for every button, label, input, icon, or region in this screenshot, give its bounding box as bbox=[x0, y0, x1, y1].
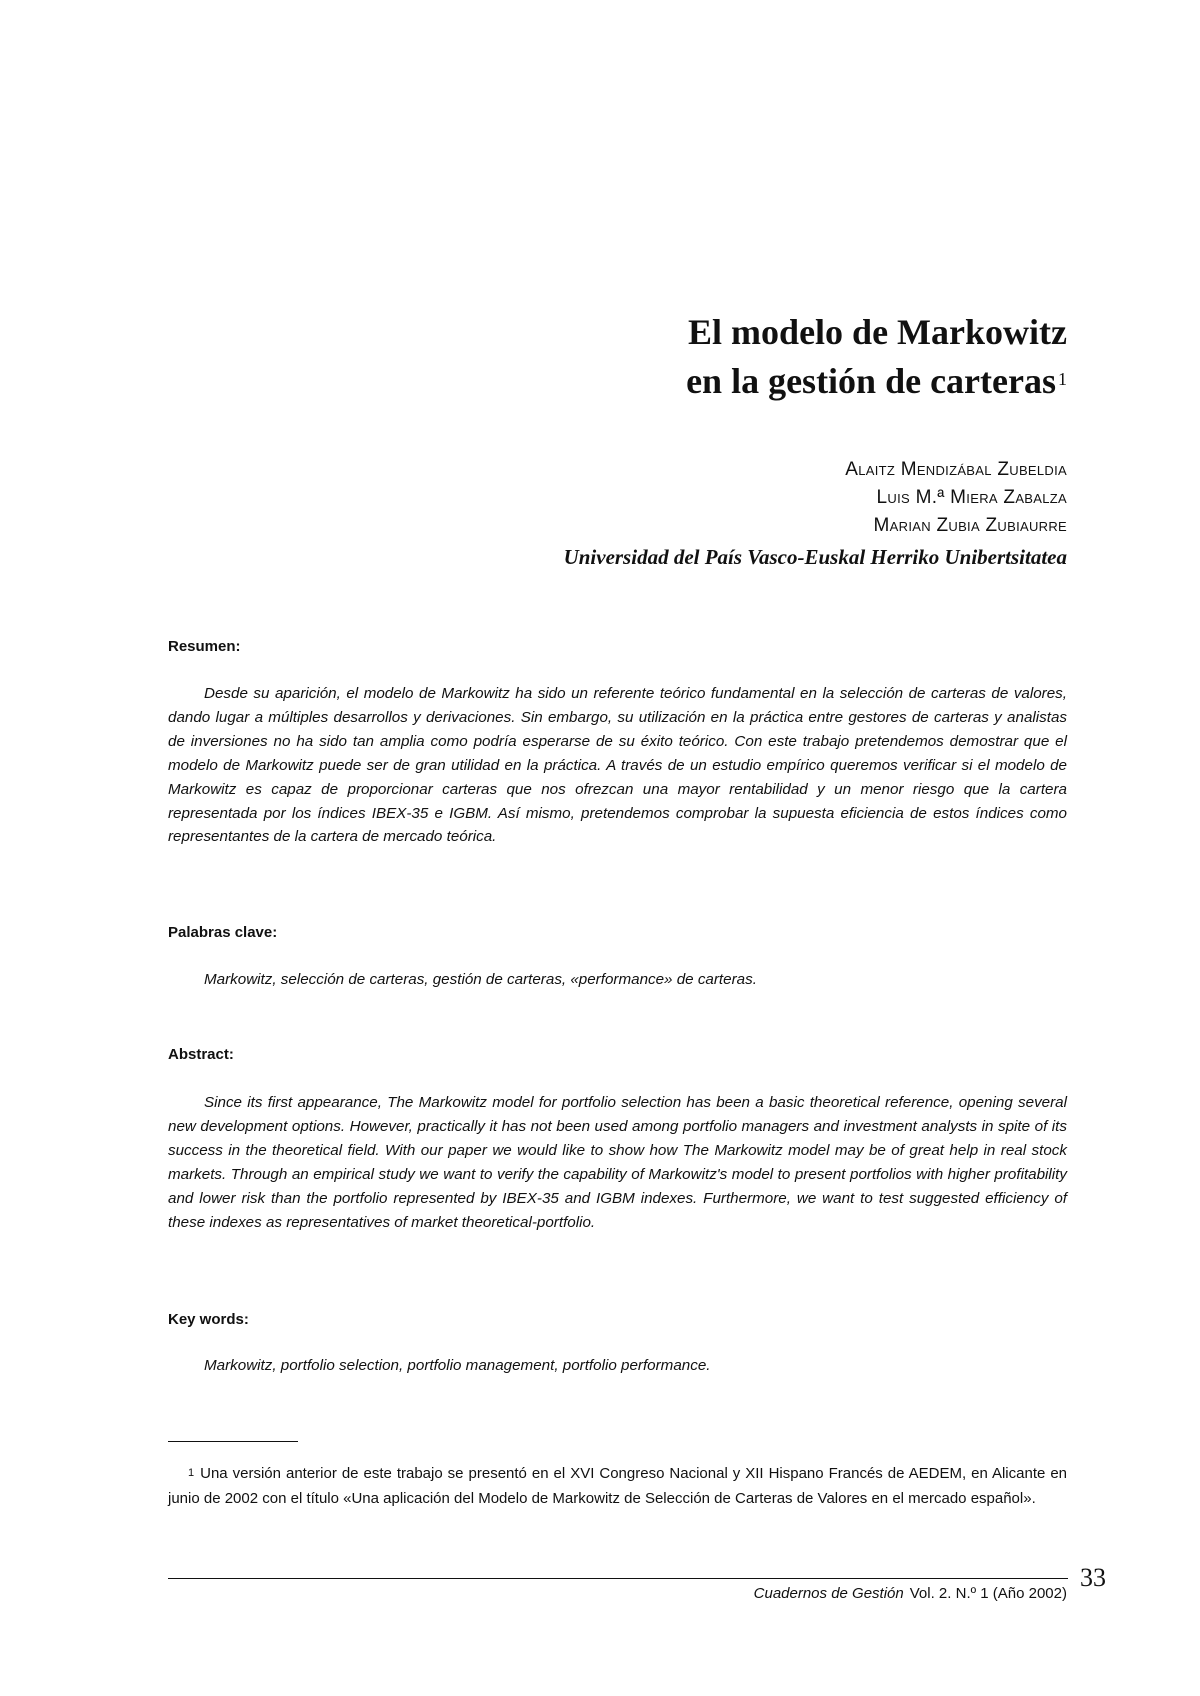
affiliation: Universidad del País Vasco-Euskal Herriko Unibertsitatea bbox=[563, 545, 1067, 569]
footnote bbox=[168, 1462, 1067, 1511]
journal-citation bbox=[754, 1583, 1067, 1605]
palabras-clave-text: Markowitz, selección de carteras, gestión de carteras, «performance» de carteras. bbox=[204, 971, 757, 988]
title-line-1: El modelo de Markowitz bbox=[688, 312, 1067, 352]
title-line-2 bbox=[686, 357, 1067, 406]
title-footnote-ref[interactable]: 1 bbox=[1058, 369, 1067, 389]
resumen-heading: Resumen: bbox=[168, 638, 241, 655]
author-2: Luis M.ª Miera Zabalza bbox=[876, 487, 1067, 508]
abstract-text: Since its first appearance, The Markowitz model for portfolio selection has been a basic theoretical reference, opening several new development options. However, practically it has not been used among portfolio managers and investment analysts in spite of its success in the theoretical field. With our paper we would like to show how The Markowitz model may be of great help in real stock markets. Through an empirical study we want to verify the capability of Markowitz's model to present portfolios with higher profitability and lower risk than the portfolio represented by IBEX-35 and IGBM indexes. Furthermore, we want to test suggested efficiency of these indexes as representatives of market theoretical-portfolio. bbox=[168, 1094, 1067, 1231]
footer-divider bbox=[168, 1578, 1068, 1579]
key-words-heading: Key words: bbox=[168, 1311, 249, 1328]
footnote-mark: 1 bbox=[188, 1467, 195, 1479]
paper-title bbox=[686, 308, 1067, 406]
abstract-heading: Abstract: bbox=[168, 1046, 234, 1063]
title-line-2-text: en la gestión de carteras bbox=[686, 361, 1056, 401]
page-number: 33 bbox=[1080, 1563, 1106, 1592]
key-words-text: Markowitz, portfolio selection, portfolio management, portfolio performance. bbox=[204, 1357, 711, 1374]
author-1: Alaitz Mendizábal Zubeldia bbox=[845, 459, 1067, 480]
author-3: Marian Zubia Zubiaurre bbox=[873, 515, 1067, 536]
journal-issue: Vol. 2. N.º 1 (Año 2002) bbox=[909, 1585, 1067, 1602]
footnote-divider bbox=[168, 1441, 298, 1442]
palabras-clave-heading: Palabras clave: bbox=[168, 924, 278, 941]
journal-name: Cuadernos de Gestión bbox=[753, 1585, 904, 1602]
resumen-text: Desde su aparición, el modelo de Markowitz ha sido un referente teórico fundamental en la selección de carteras de valores, dando lugar a múltiples desarrollos y derivaciones. Sin embargo, su utilización en la práctica entre gestores de carteras y analistas de inversiones no ha sido tan amplia como podría esperarse de su éxito teórico. Con este trabajo pretendemos demostrar que el modelo de Markowitz puede ser de gran utilidad en la práctica. A través de un estudio empírico queremos verificar si el modelo de Markowitz es capaz de proporcionar carteras que nos ofrezcan una mayor rentabilidad y un menor riesgo que la cartera representada por los índices IBEX-35 e IGBM. Así mismo, pretendemos comprobar la supuesta eficiencia de estos índices como representantes de la cartera de mercado teórica. bbox=[168, 685, 1067, 846]
author-list bbox=[845, 456, 1067, 540]
footnote-text: Una versión anterior de este trabajo se presentó en el XVI Congreso Nacional y XII Hispano Francés de AEDEM, en Alicante en junio de 2002 con el título «Una aplicación del Modelo de Markowitz de Selección de Carteras de Valores en el mercado español». bbox=[168, 1465, 1067, 1507]
